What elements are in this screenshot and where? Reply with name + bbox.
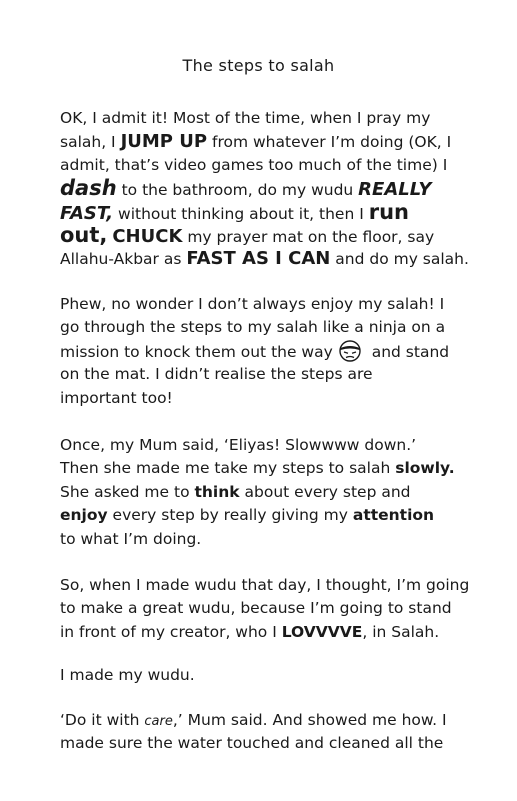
text: mission to knock them out the way	[60, 342, 333, 361]
p2-line-5: important too!	[60, 388, 173, 407]
angry-ninja-face-icon	[337, 340, 363, 362]
p1-line-1: OK, I admit it! Most of the time, when I pray my	[60, 109, 431, 127]
p6-line-1	[60, 709, 480, 732]
emphasis-really: REALLY	[358, 179, 432, 201]
p1-line-6	[60, 224, 480, 247]
p4-line-3	[60, 621, 480, 644]
text: and stand	[366, 342, 450, 361]
p3-line-5: to what I’m doing.	[60, 529, 202, 548]
text: from whatever I’m doing (OK, I	[207, 133, 452, 152]
text: and do my salah.	[330, 250, 469, 269]
p4-line-1: So, when I made wudu that day, I thought, I’m going	[60, 576, 470, 594]
emphasis-fast-as-i-can: FAST AS I CAN	[186, 248, 331, 270]
p1-line-2	[60, 130, 480, 153]
p3-line-4	[60, 504, 480, 527]
emphasis-think: think	[194, 482, 240, 501]
emphasis-care: care	[144, 714, 173, 729]
emphasis-fast: FAST,	[60, 202, 114, 224]
paragraph-4	[60, 574, 480, 644]
p3-line-3	[60, 481, 480, 504]
emphasis-lovvvve: LOVVVVE	[281, 622, 363, 641]
text: to the bathroom, do my wudu	[116, 181, 359, 200]
text: Then she made me take my steps to salah	[60, 459, 396, 478]
p2-line-1: Phew, no wonder I don’t always enjoy my salah! I	[60, 295, 445, 313]
text: ‘Do it with	[60, 711, 145, 729]
p2-line-4: on the mat. I didn’t realise the steps are	[60, 365, 373, 384]
paragraph-3	[60, 434, 480, 551]
emphasis-out: out,	[60, 222, 108, 247]
text: in front of my creator, who I	[60, 622, 282, 641]
p3-line-2	[60, 457, 480, 480]
page-title: The steps to salah	[182, 56, 335, 75]
p3-line-1: Once, my Mum said, ‘Eliyas! Slowwww down.’	[60, 436, 417, 454]
emphasis-attention: attention	[352, 506, 435, 525]
paragraph-2	[60, 293, 480, 410]
text: salah, I	[60, 133, 121, 152]
p1-line-7	[60, 247, 480, 270]
paragraph-1	[60, 107, 480, 271]
text: without thinking about it, then I	[113, 204, 369, 223]
emphasis-enjoy: enjoy	[60, 506, 108, 525]
p2-line-2: go through the steps to my salah like a ninja on a	[60, 318, 446, 337]
p1-line-5	[60, 201, 480, 224]
emphasis-dash: dash	[60, 176, 117, 201]
p6-line-2: made sure the water touched and cleaned all the	[60, 734, 444, 753]
text: every step by really giving my	[107, 506, 353, 525]
text: She asked me to	[60, 482, 195, 501]
p2-line-3	[60, 340, 480, 363]
emphasis-chuck: CHUCK	[112, 225, 183, 247]
text: Allahu-Akbar as	[60, 250, 187, 269]
paragraph-5	[60, 664, 480, 687]
p1-line-4	[60, 177, 480, 200]
emphasis-jump-up: JUMP UP	[120, 131, 208, 153]
text: about every step and	[239, 482, 411, 501]
emphasis-slowly: slowly.	[395, 459, 455, 478]
text: , in Salah.	[362, 622, 440, 641]
p1-line-3: admit, that’s video games too much of the time) I	[60, 155, 448, 174]
p4-line-2: to make a great wudu, because I’m going to stand	[60, 599, 452, 618]
text: ,’ Mum said. And showed me how. I	[172, 711, 447, 729]
emphasis-run: run	[368, 199, 409, 224]
p5-line-1: I made my wudu.	[60, 666, 195, 684]
paragraph-6	[60, 709, 480, 756]
text: my prayer mat on the floor, say	[182, 227, 435, 246]
